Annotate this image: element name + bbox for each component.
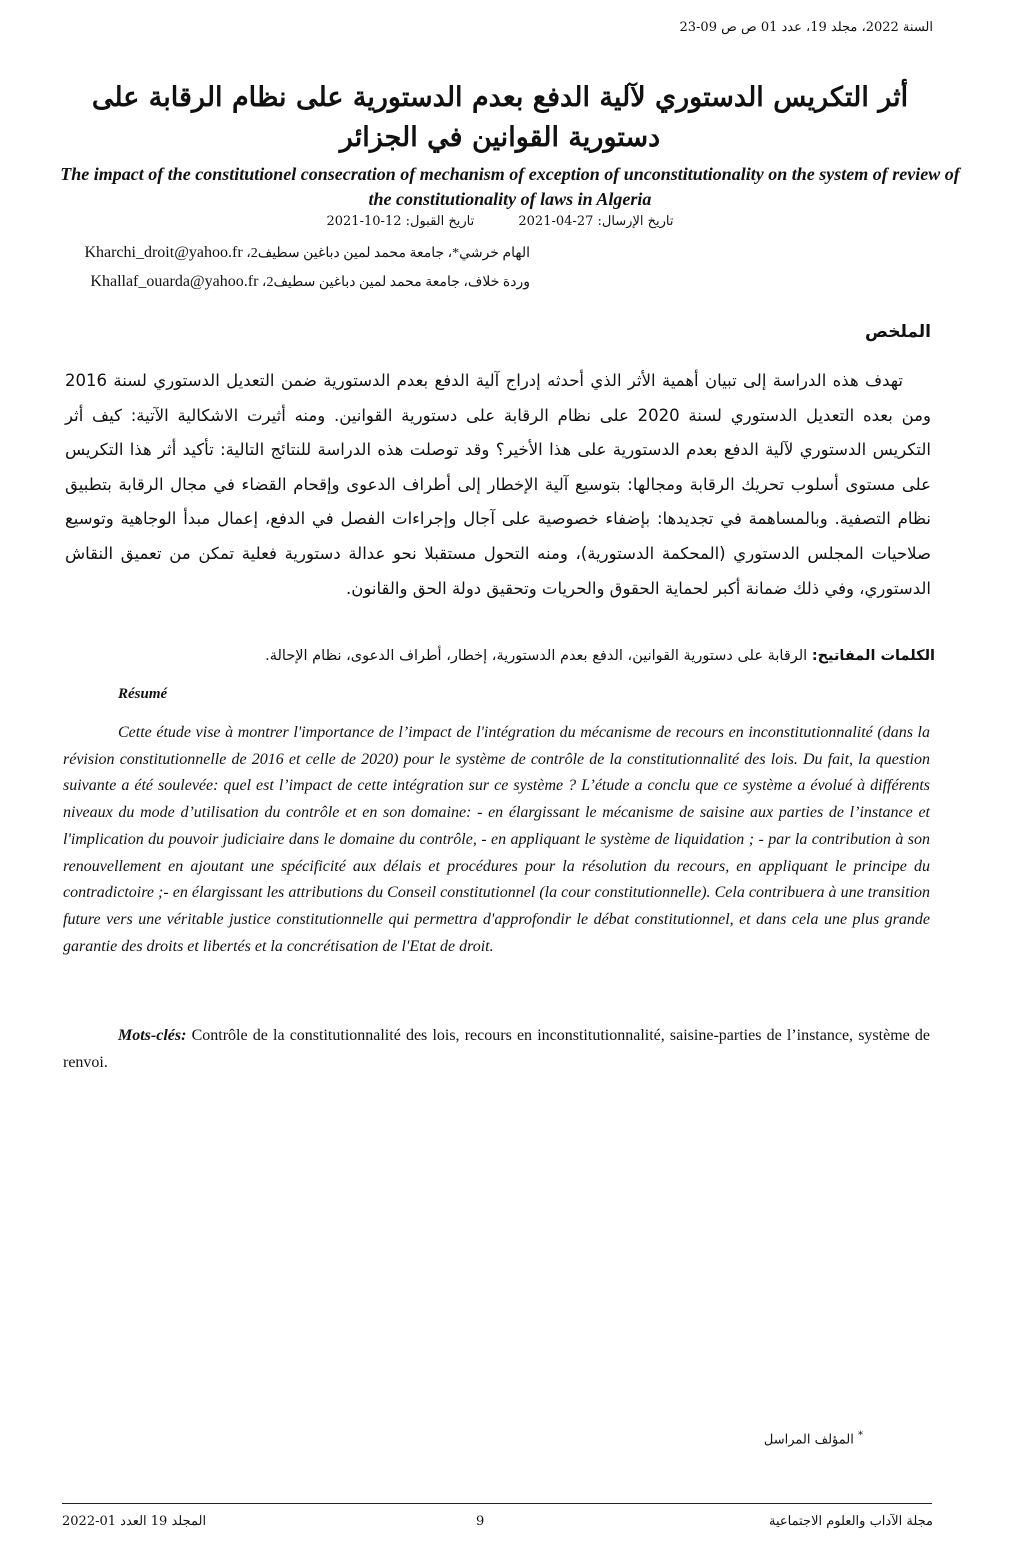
author-1 [60, 244, 530, 262]
footnote-text: المؤلف المراسل [763, 1432, 854, 1448]
footer-divider [62, 1503, 932, 1504]
arabic-keywords [130, 648, 935, 664]
footer-journal-name: مجلة الآداب والعلوم الاجتماعية [769, 1514, 933, 1529]
french-keywords-label: Mots-clés: [118, 1027, 187, 1044]
arabic-abstract-heading: الملخص [865, 322, 931, 342]
author-2 [60, 273, 530, 291]
author-2-name: وردة خلاف، جامعة محمد لمين دباغين سطيف2، [261, 275, 530, 290]
footer-volume-issue: المجلد 19 العدد 01-2022 [62, 1514, 207, 1529]
french-keywords-list: Contrôle de la constitutionnalité des lois, recours en inconstitutionnalité, saisine-parties de l’instance, système de renvoi. [63, 1027, 930, 1071]
author-1-email[interactable]: Kharchi_droit@yahoo.fr [84, 244, 243, 261]
author-2-email[interactable]: Khallaf_ouarda@yahoo.fr [90, 273, 259, 290]
french-abstract-body: Cette étude vise à montrer l'importance de l’impact de l'intégration du mécanisme de recours en inconstitutionnalité (dans la révision constitutionnelle de 2016 et celle de 2020) pour le système de contrôle de la constitutionnalité des lois. Du fait, la question suivante a été soulevée: quel est l’impact de cette intégration sur ce système ? L’étude a conclu que ce système a évolué à différents niveaux du mode d’utilisation du contrôle et en son domaine: - en élargissant le mécanisme de saisine aux parties de l’instance et l'implication du pouvoir judiciaire dans le domaine du contrôle, - en appliquant le système de liquidation ; - par la contribution à son renouvellement en ajoutant une spécificité aux délais et procédures pour la résolution du recours, en appliquant le principe du contradictoire ;- en élargissant les attributions du Conseil constitutionnel (la cour constitutionnelle). Cela contribuera à une transition future vers une véritable justice constitutionnelle qui permettra d'approfondir le débat constitutionnel, et dans cela une plus grande garantie des droits et libertés et la concrétisation de l'Etat de droit. [63, 724, 930, 955]
footnote-marker: * [858, 1430, 863, 1441]
submitted-date: تاريخ الإرسال: 27-04-2021 [518, 214, 674, 229]
english-title: The impact of the constitutionel consecration of mechanism of exception of unconstitutionality on the system of review of the constitutionality of laws in Algeria [60, 164, 960, 209]
accepted-date: تاريخ القبول: 12-10-2021 [326, 214, 475, 229]
journal-reference-header: السنة 2022، مجلد 19، عدد 01 ص ص 09-23 [679, 20, 933, 35]
corresponding-author-footnote [764, 1430, 863, 1447]
french-keywords [63, 1023, 930, 1076]
arabic-abstract-body: تهدف هذه الدراسة إلى تبيان أهمية الأثر الذي أحدثه إدراج آلية الدفع بعدم الدستورية ضمن التعديل الدستوري لسنة 2016 ومن بعده التعديل الدستوري لسنة 2020 على نظام الرقابة على دستورية القوانين. ومنه أثيرت الاشكالية الآتية: كيف أثر التكريس الدستوري لآلية الدفع بعدم الدستورية على هذا الأخير؟ وقد توصلت هذه الدراسة للنتائج التالية: تأكيد أثر هذا التكريس على مستوى أسلوب تحريك الرقابة ومجالها: بتوسيع آلية الإخطار إلى أطراف الدعوى وإقحام القضاء في مجال الرقابة بتطبيق نظام التصفية. وبالمساهمة في تجديدها: بإضفاء خصوصية على آجال وإجراءات الفصل في الدفع، إعمال مبدأ الوجاهية وتوسيع صلاحيات المجلس الدستوري (المحكمة الدستورية)، ومنه التحول مستقبلا نحو عدالة دستورية فعلية تمكن من تعميق النقاش الدستوري، وفي ذلك ضمانة أكبر لحماية الحقوق والحريات وتحقيق دولة الحق والقانون. [65, 371, 931, 598]
submission-dates [300, 214, 700, 229]
french-abstract-heading: Résumé [118, 686, 168, 702]
arabic-keywords-list: الرقابة على دستورية القوانين، الدفع بعدم الدستورية، إخطار، أطراف الدعوى، نظام الإحالة. [265, 648, 808, 664]
arabic-keywords-label: الكلمات المفاتيح: [811, 648, 935, 664]
arabic-title: أثر التكريس الدستوري لآلية الدفع بعدم الدستورية على نظام الرقابة على دستورية القوانين في الجزائر [91, 82, 909, 153]
author-1-name: الهام خرشي*، جامعة محمد لمين دباغين سطيف2، [246, 246, 530, 261]
page-number: 9 [476, 1514, 485, 1529]
